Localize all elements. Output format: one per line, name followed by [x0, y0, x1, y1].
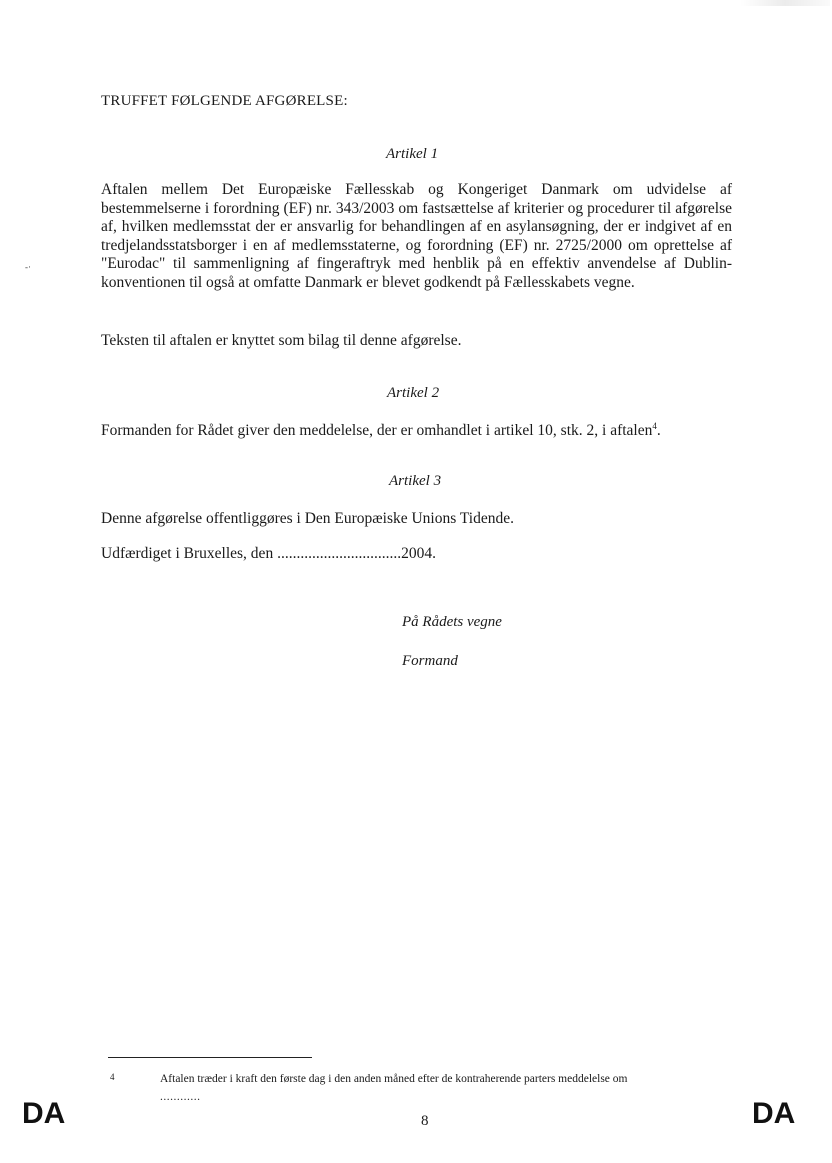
article-2-end: . — [656, 422, 661, 439]
decision-heading: TRUFFET FØLGENDE AFGØRELSE: — [101, 93, 348, 109]
footnote-marker: 4 — [110, 1072, 115, 1082]
article-2-text: Formanden for Rådet giver den meddelelse, der er omhandlet i artikel 10, stk. 2, i aftalen — [101, 422, 653, 439]
article-1-title: Artikel 1 — [386, 146, 439, 162]
footnote-text: Aftalen træder i kraft den første dag i den anden måned efter de kontraherende parters meddelelse om — [160, 1073, 628, 1085]
signature-line-2: Formand — [402, 653, 458, 669]
footnote-reference: 4 — [652, 420, 657, 431]
scan-artifact — [740, 0, 830, 6]
signature-line-1: På Rådets vegne — [402, 614, 502, 630]
language-code-left: DA — [22, 1097, 66, 1130]
footnote-divider — [108, 1057, 312, 1058]
article-1-paragraph-2: Teksten til aftalen er knyttet som bilag til denne afgørelse. — [101, 332, 462, 349]
article-2-paragraph — [101, 422, 732, 441]
article-2-title: Artikel 2 — [387, 385, 440, 401]
margin-mark: -· — [25, 262, 31, 272]
article-3-paragraph-1: Denne afgørelse offentliggøres i Den Europæiske Unions Tidende. — [101, 510, 514, 527]
article-1-paragraph-1: Aftalen mellem Det Europæiske Fællesskab og Kongeriget Danmark om udvidelse af bestemmelserne i forordning (EF) nr. 343/2003 om fastsættelse af kriterier og procedurer til afgørelse af, hvilken medlemsstat der er ansvarlig for behandlingen af en asylansøgning, der er indgivet af en tredjelandsstatsborger i en af medlemsstaterne, og forordning (EF) nr. 2725/2000 om oprettelse af "Eurodac" til sammenligning af fingeraftryk med henblik på en effektiv anvendelse af Dublin-konventionen til også at omfatte Danmark er blevet godkendt på Fællesskabets vegne. — [101, 181, 732, 291]
footnote-continuation: ............ — [160, 1091, 201, 1103]
language-code-right: DA — [752, 1097, 796, 1130]
article-3-title: Artikel 3 — [389, 473, 442, 489]
page-number: 8 — [421, 1113, 429, 1129]
article-3-paragraph-2: Udfærdiget i Bruxelles, den ................................2004. — [101, 545, 436, 562]
